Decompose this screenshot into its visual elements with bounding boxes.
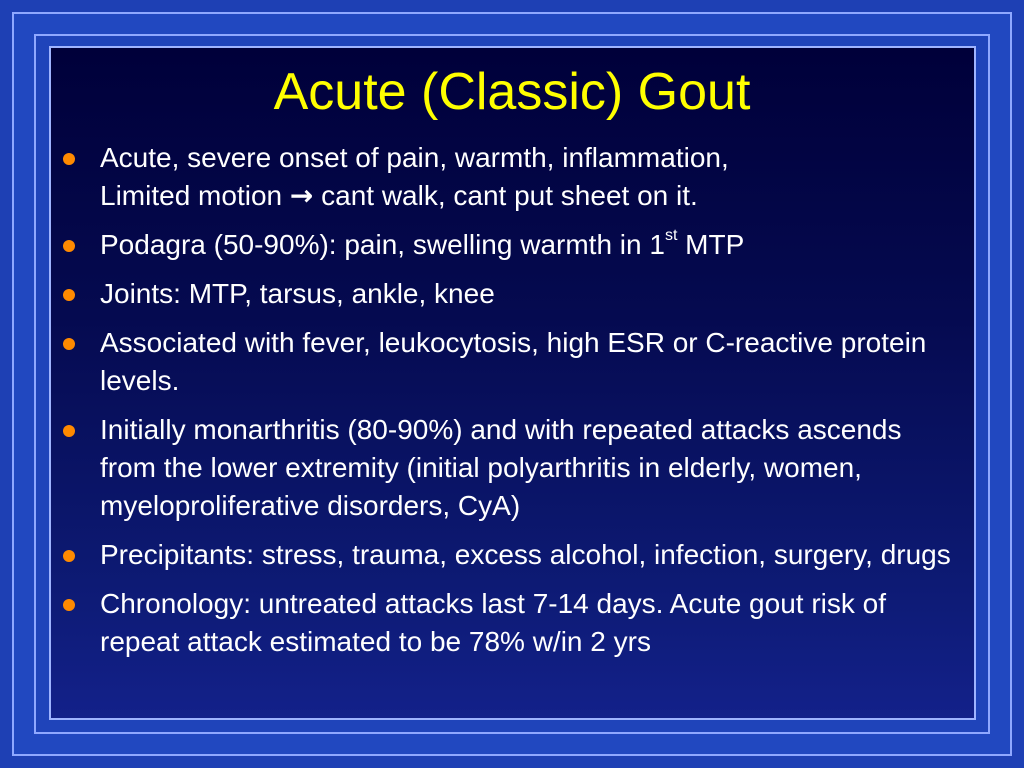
bullet-item-precipitants — [62, 536, 962, 574]
bullet-item-chronology — [62, 585, 962, 661]
bullet-text-end: MTP — [677, 229, 745, 260]
bullet-text: Joints: MTP, tarsus, ankle, knee — [100, 278, 495, 309]
bullet-dot-icon — [63, 338, 75, 350]
bullet-text-line-1: Acute, severe onset of pain, warmth, inflammation, — [100, 142, 729, 173]
bullet-text: Podagra (50-90%): pain, swelling warmth in 1 — [100, 229, 665, 260]
bullet-dot-icon — [63, 599, 75, 611]
bullet-dot-icon — [63, 240, 75, 252]
bullet-dot-icon — [63, 425, 75, 437]
bullet-list — [62, 139, 962, 672]
right-arrow-icon: → — [289, 179, 314, 212]
bullet-text-line-2-start: Limited motion — [100, 180, 283, 211]
bullet-dot-icon — [63, 550, 75, 562]
bullet-item-podagra — [62, 226, 962, 264]
bullet-item-joints — [62, 275, 962, 313]
bullet-text: Associated with fever, leukocytosis, high ESR or C-reactive protein levels. — [100, 327, 927, 396]
bullet-text: Chronology: untreated attacks last 7-14 days. Acute gout risk of repeat attack estimated to be 78% w/in 2 yrs — [100, 588, 886, 657]
bullet-text: Precipitants: stress, trauma, excess alcohol, infection, surgery, drugs — [100, 539, 951, 570]
slide-title: Acute (Classic) Gout — [273, 63, 751, 121]
bullet-item-onset — [62, 139, 962, 215]
bullet-item-associated — [62, 324, 962, 400]
bullet-item-monarthritis — [62, 411, 962, 525]
bullet-text-line-2-end: cant walk, cant put sheet on it. — [313, 180, 698, 211]
bullet-dot-icon — [63, 153, 75, 165]
bullet-dot-icon — [63, 289, 75, 301]
bullet-text: Initially monarthritis (80-90%) and with repeated attacks ascends from the lower extremity (initial polyarthritis in elderly, women, myeloproliferative disorders, CyA) — [100, 414, 902, 521]
ordinal-superscript: st — [664, 226, 678, 244]
